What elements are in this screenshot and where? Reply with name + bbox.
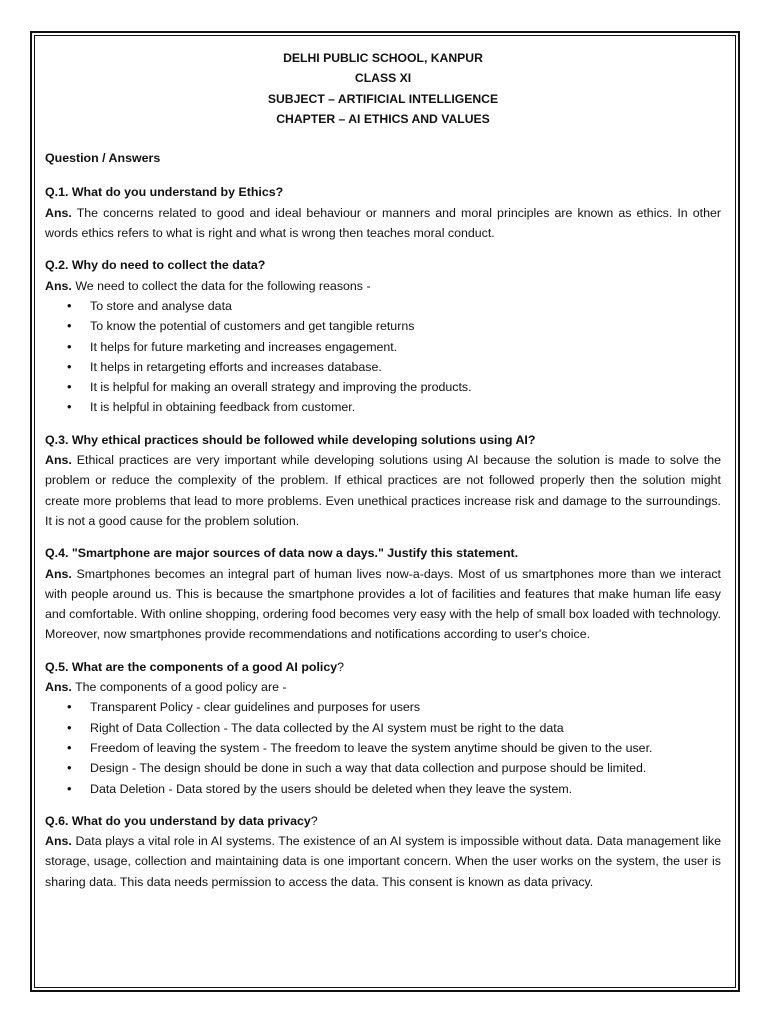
question-title: Q.3. Why ethical practices should be followed while developing solutions using AI? bbox=[45, 432, 536, 447]
answer-body: Smartphones becomes an integral part of human lives now-a-days. Most of us smartphones more than we interact with people around us. This is because the smartphone provides a lot of facilities and features that make human life easy and comfortable. With online shopping, ordering food becomes very easy with the help of small box loaded with technology. Moreover, now smartphones provide recommendations and notifications according to user's choice. bbox=[45, 566, 721, 642]
answer-text bbox=[45, 564, 721, 645]
question-title: Q.2. Why do need to collect the data? bbox=[45, 258, 266, 273]
answer-body: Data plays a vital role in AI systems. The existence of an AI system is impossible without data. Data management like storage, usage, collection and maintaining data is one important concern. When the user works on the system, the user is sharing data. This data needs permission to access the data. This consent is known as data privacy. bbox=[45, 834, 721, 889]
answer-body: We need to collect the data for the following reasons - bbox=[75, 278, 371, 293]
chapter-line: CHAPTER – AI ETHICS AND VALUES bbox=[276, 111, 490, 126]
answer-text bbox=[45, 831, 721, 892]
list-item: • To store and analyse data bbox=[45, 296, 721, 316]
answer-label: Ans. bbox=[45, 680, 72, 695]
list-item: • To know the potential of customers and get tangible returns bbox=[45, 316, 721, 336]
question-title: Q.6. What do you understand by data privacy bbox=[45, 813, 311, 828]
question-block-6 bbox=[45, 811, 721, 892]
school-name: DELHI PUBLIC SCHOOL, KANPUR bbox=[283, 51, 483, 65]
question-block-5 bbox=[45, 657, 721, 799]
answer-label: Ans. bbox=[45, 205, 72, 220]
bullet-list bbox=[45, 296, 721, 418]
question-block-4 bbox=[45, 543, 721, 644]
question-mark: ? bbox=[337, 659, 345, 674]
answer-label: Ans. bbox=[45, 453, 72, 468]
list-item: • Data Deletion - Data stored by the users should be deleted when they leave the system. bbox=[45, 779, 721, 799]
answer-body: Ethical practices are very important while developing solutions using AI because the solution is made to solve the problem or reduce the complexity of the problem. If ethical practices are not followed properly then the solution might create more problems that lead to more problems. Even unethical practices increase risk and damage to the surroundings. It is not a good cause for the problem solution. bbox=[45, 453, 721, 528]
answer-body: The components of a good policy are - bbox=[75, 680, 287, 695]
question-block-2 bbox=[45, 255, 721, 417]
subject-line: SUBJECT – ARTIFICIAL INTELLIGENCE bbox=[267, 91, 499, 106]
list-item: • It helps for future marketing and increases engagement. bbox=[45, 337, 721, 357]
question-mark: ? bbox=[310, 813, 318, 828]
answer-text bbox=[45, 677, 721, 697]
list-item: • Design - The design should be done in such a way that data collection and purpose should be limited. bbox=[45, 758, 721, 778]
answer-text bbox=[45, 450, 721, 531]
answer-body: The concerns related to good and ideal behaviour or manners and moral principles are known as ethics. In other words ethics refers to what is right and what is wrong then teaches moral conduct. bbox=[45, 205, 721, 241]
bullet-list bbox=[45, 697, 721, 798]
question-block-1 bbox=[45, 182, 721, 243]
answer-text bbox=[45, 203, 721, 244]
list-item: • It is helpful in obtaining feedback from customer. bbox=[45, 397, 721, 417]
list-item: • It helps in retargeting efforts and increases database. bbox=[45, 357, 721, 377]
question-title: Q.4. "Smartphone are major sources of data now a days." Justify this statement. bbox=[45, 546, 519, 561]
document-body bbox=[45, 48, 721, 892]
answer-label: Ans. bbox=[45, 834, 72, 849]
list-item: • Right of Data Collection - The data collected by the AI system must be right to the data bbox=[45, 718, 721, 738]
list-item: • It is helpful for making an overall strategy and improving the products. bbox=[45, 377, 721, 397]
answer-label: Ans. bbox=[45, 278, 72, 293]
question-block-3 bbox=[45, 430, 721, 531]
class-name: CLASS XI bbox=[354, 71, 412, 86]
list-item: • Transparent Policy - clear guidelines and purposes for users bbox=[45, 697, 721, 717]
document-header bbox=[45, 48, 721, 129]
section-title: Question / Answers bbox=[45, 151, 161, 166]
question-title: Q.5. What are the components of a good AI policy bbox=[45, 659, 338, 674]
question-title: Q.1. What do you understand by Ethics? bbox=[45, 185, 284, 200]
question-title-row bbox=[45, 811, 721, 831]
list-item: • Freedom of leaving the system - The freedom to leave the system anytime should be given to the user. bbox=[45, 738, 721, 758]
answer-label: Ans. bbox=[45, 566, 72, 581]
question-title-row bbox=[45, 657, 721, 677]
answer-text bbox=[45, 276, 721, 296]
